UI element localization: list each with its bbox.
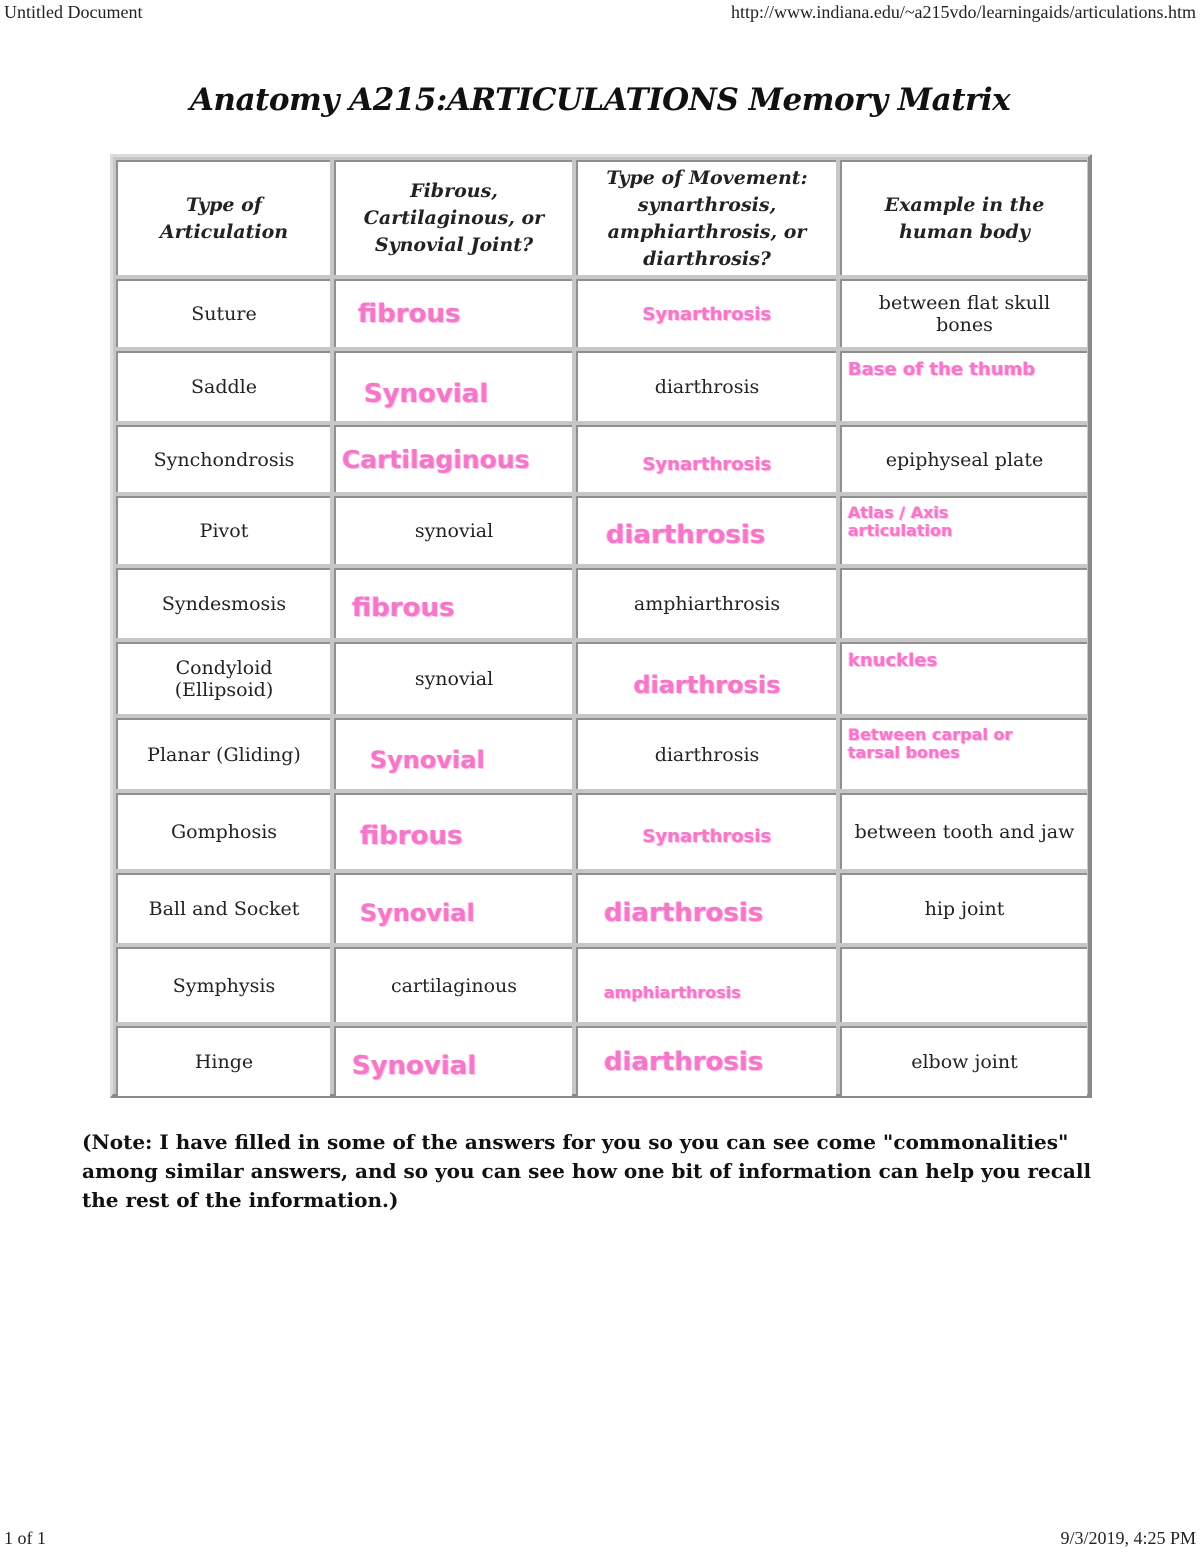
cell-articulation: Gomphosis [116,793,330,869]
cell-movement [576,642,836,714]
header-joint-type: Fibrous, Cartilaginous, or Synovial Joint? [334,160,572,275]
cell-movement [576,1026,836,1096]
cell-articulation: Pivot [116,496,330,564]
handwritten-answer: Synovial [360,899,475,927]
cell-example: epiphyseal plate [840,425,1087,492]
cell-example: elbow joint [840,1026,1087,1096]
cell-joint: cartilaginous [334,947,572,1022]
cell-articulation: Symphysis [116,947,330,1022]
handwritten-answer: Synovial [364,379,489,409]
header-articulation: Type of Articulation [116,160,330,275]
cell-example [840,947,1087,1022]
cell-movement [576,873,836,943]
cell-movement [576,793,836,869]
cell-articulation: Saddle [116,351,330,421]
memory-matrix-table [110,154,1092,1098]
handwritten-answer: Synarthrosis [642,825,772,847]
cell-joint [334,718,572,789]
footnote: (Note: I have filled in some of the answers for you so you can see come "commonalities" among similar answers, and so you can see how one bit of information can help you recall the rest of the information.) [82,1130,1092,1212]
handwritten-answer: Synarthrosis [642,303,772,325]
handwritten-answer: knuckles [848,650,938,671]
cell-movement: diarthrosis [576,718,836,789]
cell-articulation: Hinge [116,1026,330,1096]
cell-articulation: Syndesmosis [116,568,330,638]
cell-joint [334,425,572,492]
handwritten-answer: diarthrosis [604,898,764,928]
page-count: 1 of 1 [4,1528,46,1548]
handwritten-answer: Atlas / Axis articulation [848,503,953,540]
cell-example: between flat skull bones [840,279,1087,347]
cell-articulation: Suture [116,279,330,347]
handwritten-answer: Synovial [370,745,485,774]
cell-example [840,718,1087,789]
cell-joint [334,793,572,869]
handwritten-answer: diarthrosis [604,1047,764,1077]
handwritten-answer: Base of the thumb [848,359,1036,380]
cell-example: hip joint [840,873,1087,943]
handwritten-answer: amphiarthrosis [604,983,741,1002]
cell-joint [334,873,572,943]
cell-joint [334,351,572,421]
handwritten-answer: diarthrosis [606,520,766,550]
cell-movement: diarthrosis [576,351,836,421]
cell-movement: amphiarthrosis [576,568,836,638]
cell-example [840,351,1087,421]
handwritten-answer: Synarthrosis [642,454,772,475]
cell-articulation: Ball and Socket [116,873,330,943]
handwritten-answer: fibrous [358,299,461,329]
cell-articulation: Planar (Gliding) [116,718,330,789]
handwritten-answer: Synovial [352,1051,477,1081]
cell-joint [334,279,572,347]
page-url: http://www.indiana.edu/~a215vdo/learningaids/articulations.htm [731,2,1196,22]
page-title: Anatomy A215:ARTICULATIONS Memory Matrix [189,82,1011,118]
cell-articulation: Synchondrosis [116,425,330,492]
cell-example [840,568,1087,638]
cell-movement [576,279,836,347]
cell-example [840,496,1087,564]
cell-movement [576,496,836,564]
cell-joint [334,1026,572,1096]
handwritten-answer: diarthrosis [633,671,781,699]
handwritten-answer: fibrous [352,593,455,623]
print-datetime: 9/3/2019, 4:25 PM [1060,1528,1196,1548]
cell-articulation: Condyloid (Ellipsoid) [116,642,330,714]
handwritten-answer: fibrous [360,821,463,851]
cell-example [840,642,1087,714]
handwritten-answer: Cartilaginous [342,445,530,474]
handwritten-answer: Between carpal or tarsal bones [848,725,1013,762]
header-movement: Type of Movement: synarthrosis, amphiarthrosis, or diarthrosis? [576,160,836,275]
cell-joint: synovial [334,496,572,564]
header-example: Example in the human body [840,160,1087,275]
cell-movement [576,947,836,1022]
document-title: Untitled Document [4,2,143,22]
cell-joint [334,568,572,638]
cell-joint: synovial [334,642,572,714]
cell-movement [576,425,836,492]
cell-example: between tooth and jaw [840,793,1087,869]
